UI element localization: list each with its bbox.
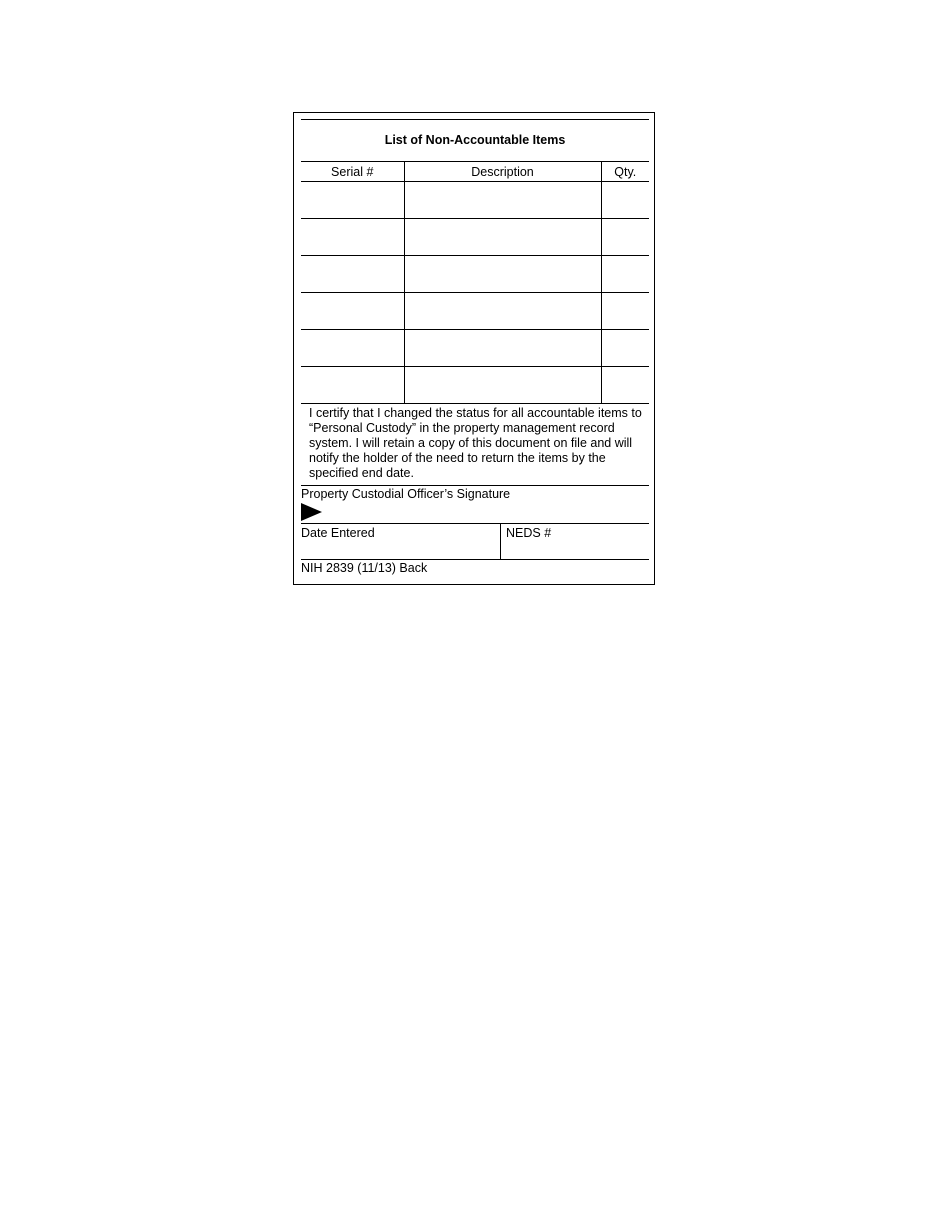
qty-cell[interactable] (601, 293, 649, 330)
certification-text: I certify that I changed the status for all accountable items to “Personal Custody” in the property management record system. I will retain a copy of this document on file and will notify the holder of the need to return the items by the specified end date. (301, 404, 649, 486)
header-qty: Qty. (601, 162, 649, 182)
serial-cell[interactable] (301, 219, 404, 256)
date-entered-label: Date Entered (301, 526, 375, 540)
date-neds-row (301, 524, 649, 560)
description-cell[interactable] (404, 330, 601, 367)
header-description: Description (404, 162, 601, 182)
arrow-right-icon (301, 503, 322, 521)
form-number: NIH 2839 (11/13) Back (301, 561, 428, 575)
table-header-row (301, 162, 649, 182)
date-entered-field[interactable] (301, 524, 501, 559)
neds-label: NEDS # (506, 526, 552, 540)
serial-cell[interactable] (301, 293, 404, 330)
table-row (301, 330, 649, 367)
qty-cell[interactable] (601, 367, 649, 404)
serial-cell[interactable] (301, 367, 404, 404)
table-row (301, 256, 649, 293)
table-row (301, 219, 649, 256)
form-inner (301, 119, 649, 575)
non-accountable-items-form (293, 112, 655, 585)
table-row (301, 293, 649, 330)
signature-label: Property Custodial Officer’s Signature (301, 487, 511, 501)
items-table (301, 161, 649, 404)
qty-cell[interactable] (601, 182, 649, 219)
description-cell[interactable] (404, 367, 601, 404)
serial-cell[interactable] (301, 330, 404, 367)
serial-cell[interactable] (301, 182, 404, 219)
qty-cell[interactable] (601, 256, 649, 293)
form-title: List of Non-Accountable Items (384, 133, 566, 147)
serial-cell[interactable] (301, 256, 404, 293)
description-cell[interactable] (404, 219, 601, 256)
description-cell[interactable] (404, 293, 601, 330)
qty-cell[interactable] (601, 330, 649, 367)
table-row (301, 182, 649, 219)
description-cell[interactable] (404, 182, 601, 219)
qty-cell[interactable] (601, 219, 649, 256)
neds-field[interactable] (501, 524, 649, 559)
table-row (301, 367, 649, 404)
signature-field[interactable] (301, 486, 649, 524)
description-cell[interactable] (404, 256, 601, 293)
header-serial: Serial # (301, 162, 404, 182)
